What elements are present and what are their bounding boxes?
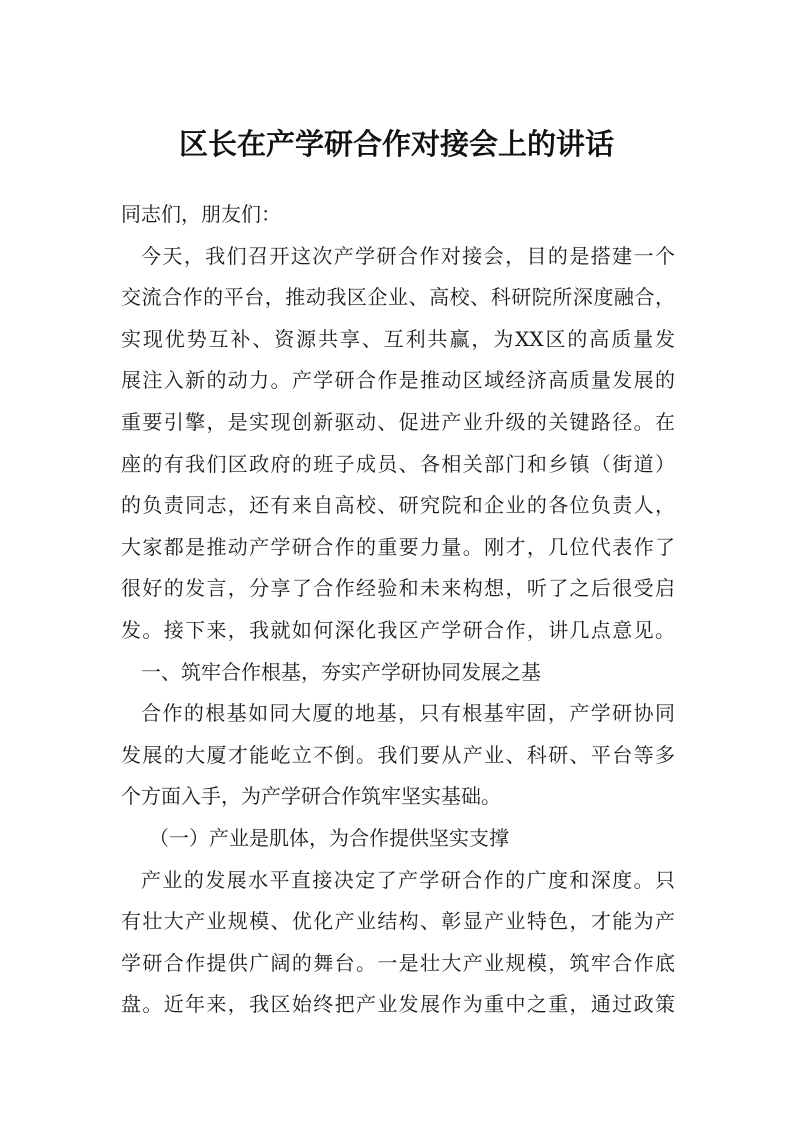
text-line: 座的有我们区政府的班子成员、各相关部门和乡镇（街道） xyxy=(121,451,675,476)
text-line: 一、筑牢合作根基，夯实产学研协同发展之基 xyxy=(141,659,541,684)
text-line: 有壮大产业规模、优化产业结构、彰显产业特色，才能为产 xyxy=(121,909,675,934)
document-title: 区长在产学研合作对接会上的讲话 xyxy=(178,127,614,161)
text-line: 展注入新的动力。产学研合作是推动区域经济高质量发展的 xyxy=(121,368,675,393)
text-line: 同志们，朋友们： xyxy=(121,202,281,226)
text-line: 重要引擎，是实现创新驱动、促进产业升级的关键路径。在 xyxy=(121,409,675,434)
text-line: 个方面入手，为产学研合作筑牢坚实基础。 xyxy=(121,784,501,809)
text-line: 交流合作的平台，推动我区企业、高校、科研院所深度融合， xyxy=(121,285,675,310)
text-line: 发展的大厦才能屹立不倒。我们要从产业、科研、平台等多 xyxy=(121,742,675,767)
text-line: 合作的根基如同大厦的地基，只有根基牢固，产学研协同 xyxy=(141,701,675,726)
text-line: 盘。近年来，我区始终把产业发展作为重中之重，通过政策 xyxy=(121,992,675,1017)
text-line: 学研合作提供广阔的舞台。一是壮大产业规模，筑牢合作底 xyxy=(121,950,675,975)
text-line: 很好的发言，分享了合作经验和未来构想，听了之后很受启 xyxy=(121,576,675,601)
text-line: 大家都是推动产学研合作的重要力量。刚才，几位代表作了 xyxy=(121,534,675,559)
text-line: 今天，我们召开这次产学研合作对接会，目的是搭建一个 xyxy=(141,243,675,268)
text-line: 实现优势互补、资源共享、互利共赢，为XX区的高质量发 xyxy=(121,326,675,351)
text-line: 发。接下来，我就如何深化我区产学研合作，讲几点意见。 xyxy=(121,617,675,642)
document-body xyxy=(121,194,675,1026)
text-line: （一）产业是肌体，为合作提供坚实支撑 xyxy=(149,825,509,850)
text-line: 的负责同志，还有来自高校、研究院和企业的各位负责人， xyxy=(121,493,675,518)
text-line: 产业的发展水平直接决定了产学研合作的广度和深度。只 xyxy=(141,867,675,892)
